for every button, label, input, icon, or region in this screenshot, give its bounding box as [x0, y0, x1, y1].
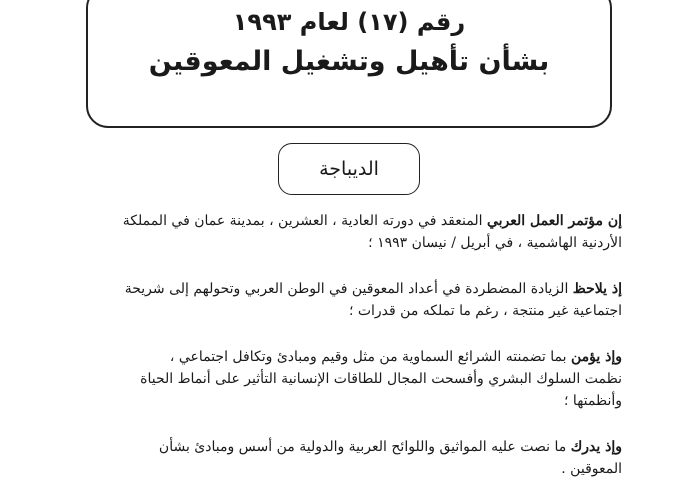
paragraph-line: المعوقين .	[561, 461, 622, 477]
paragraph-line	[76, 346, 622, 368]
paragraph-line	[76, 278, 622, 300]
paragraph-4	[76, 436, 622, 480]
paragraph-line: وأنظمتها ؛	[564, 393, 622, 409]
title-box	[86, 0, 612, 128]
paragraph-1	[76, 210, 622, 254]
law-subject: بشأن تأهيل وتشغيل المعوقين	[148, 46, 550, 77]
paragraph-line	[76, 210, 622, 232]
paragraph-lead: إذ يلاحظ	[572, 281, 622, 297]
paragraph-lead: وإذ يؤمن	[570, 349, 622, 365]
paragraph-lead: وإذ يدرك	[570, 439, 622, 455]
paragraph-line: الأردنية الهاشمية ، في أبريل / نيسان ١٩٩٣ ؛	[368, 235, 622, 251]
paragraph-text: ما نصت عليه المواثيق واللوائح العربية والدولية من أسس ومبادئ بشأن	[158, 439, 571, 455]
paragraph-line	[76, 436, 622, 458]
preamble-heading-box	[278, 143, 420, 195]
paragraph-text: الزيادة المضطردة في أعداد المعوقين في الوطن العربي وتحولهم إلى شريحة	[124, 281, 573, 297]
paragraph-line: نظمت السلوك البشري وأفسحت المجال للطاقات الإنسانية التأثير على أنماط الحياة	[140, 371, 622, 387]
paragraph-3	[76, 346, 622, 412]
paragraph-line: اجتماعية غير منتجة ، رغم ما تملكه من قدرات ؛	[348, 303, 622, 319]
paragraph-text: المنعقد في دورته العادية ، العشرين ، بمدينة عمان في المملكة	[122, 213, 487, 229]
law-number: رقم (١٧) لعام ١٩٩٣	[232, 8, 466, 36]
paragraph-lead: إن مؤتمر العمل العربي	[486, 213, 622, 229]
preamble-heading: الديباجة	[319, 158, 379, 180]
paragraph-text: بما تضمنته الشرائع السماوية من مثل وقيم ومبادئ وتكافل اجتماعي ،	[169, 349, 571, 365]
paragraph-2	[76, 278, 622, 322]
